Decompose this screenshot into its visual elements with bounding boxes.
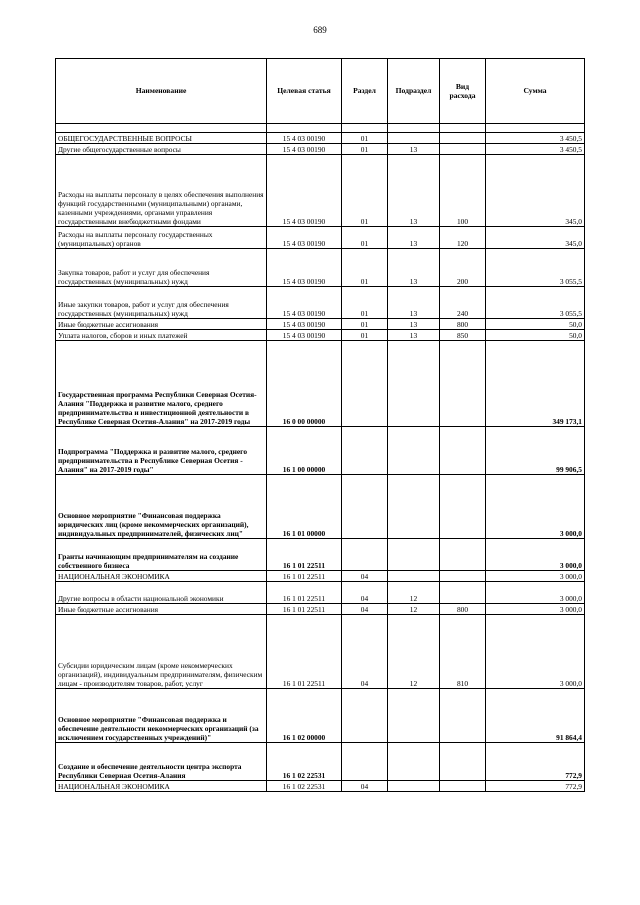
cell-sum: 349 173,1: [486, 341, 585, 427]
table-row: [56, 571, 585, 582]
cell-section: 04: [342, 571, 388, 582]
cell-kind: 100: [440, 155, 486, 227]
cell-subsection: [388, 475, 440, 539]
cell-kind: [440, 571, 486, 582]
cell-subsection: [388, 743, 440, 781]
cell-kind: [440, 341, 486, 427]
cell-sum: 3 000,0: [486, 539, 585, 571]
cell-kind: 850: [440, 330, 486, 341]
cell-name: Основное мероприятие "Финансовая поддержка и обеспечение деятельности некоммерческих организаций (за исключением государственных учреждений)": [56, 689, 267, 743]
table-row: [56, 475, 585, 539]
cell-target: 16 1 02 22531: [267, 743, 342, 781]
cell-target: 16 1 01 22511: [267, 571, 342, 582]
cell-sum: 3 000,0: [486, 604, 585, 615]
cell-section: 04: [342, 582, 388, 604]
cell-target: 16 1 01 22511: [267, 582, 342, 604]
budget-table: [55, 58, 585, 792]
cell-target: 16 1 01 22511: [267, 615, 342, 689]
cell-name: Иные бюджетные ассигнования: [56, 319, 267, 330]
cell-name: Закупка товаров, работ и услуг для обеспечения государственных (муниципальных) нужд: [56, 249, 267, 287]
table-header-row: [56, 59, 585, 124]
cell-sum: 3 000,0: [486, 571, 585, 582]
header-target: Целевая статья: [267, 59, 342, 124]
cell-name: Другие вопросы в области национальной экономики: [56, 582, 267, 604]
cell-sum: 50,0: [486, 330, 585, 341]
cell-section: [342, 475, 388, 539]
table-row: [56, 341, 585, 427]
cell-target: 16 1 01 00000: [267, 475, 342, 539]
page-number: 689: [313, 25, 327, 35]
cell-name: Подпрограмма "Поддержка и развитие малого, среднего предпринимательства в Республике Северная Осетия - Алания" на 2017-2019 годы": [56, 427, 267, 475]
cell-kind: [440, 582, 486, 604]
cell-sum: 3 450,5: [486, 144, 585, 155]
cell-section: 01: [342, 319, 388, 330]
cell-sum: 345,0: [486, 155, 585, 227]
cell-target: 16 0 00 00000: [267, 341, 342, 427]
cell-kind: [440, 743, 486, 781]
cell-subsection: [388, 781, 440, 792]
cell-sum: 3 055,5: [486, 287, 585, 319]
cell-kind: 800: [440, 604, 486, 615]
cell-target: 15 4 03 00190: [267, 249, 342, 287]
table-row: [56, 319, 585, 330]
table-row: [56, 539, 585, 571]
cell-kind: 810: [440, 615, 486, 689]
table-row: [56, 615, 585, 689]
cell-subsection: 12: [388, 615, 440, 689]
cell-subsection: 12: [388, 604, 440, 615]
cell-name: Расходы на выплаты персоналу в целях обеспечения выполнения функций государственными (муниципальными) органами, казенными учреждениями, органами управления государственными внебюджетными фондами: [56, 155, 267, 227]
cell-target: 15 4 03 00190: [267, 330, 342, 341]
cell-kind: [440, 539, 486, 571]
cell-section: 04: [342, 604, 388, 615]
cell-name: Другие общегосударственные вопросы: [56, 144, 267, 155]
cell-kind: [440, 781, 486, 792]
cell-name: Расходы на выплаты персоналу государственных (муниципальных) органов: [56, 227, 267, 249]
cell-name: Субсидии юридическим лицам (кроме некоммерческих организаций), индивидуальным предпринимателям, физическим лицам - производителям товаров, работ, услуг: [56, 615, 267, 689]
table-row: [56, 689, 585, 743]
cell-target: 16 1 02 22531: [267, 781, 342, 792]
cell-section: [342, 689, 388, 743]
table-row: [56, 743, 585, 781]
table-row: [56, 249, 585, 287]
cell-name: Основное мероприятие "Финансовая поддержка юридических лиц (кроме некоммерческих организаций), индивидуальных предпринимателей, физических лиц": [56, 475, 267, 539]
table-row: [56, 227, 585, 249]
cell-section: 04: [342, 781, 388, 792]
cell-target: 15 4 03 00190: [267, 133, 342, 144]
cell-subsection: [388, 133, 440, 144]
cell-name: Иные закупки товаров, работ и услуг для обеспечения государственных (муниципальных) нужд: [56, 287, 267, 319]
cell-section: 01: [342, 133, 388, 144]
cell-kind: [440, 689, 486, 743]
cell-subsection: 13: [388, 287, 440, 319]
cell-subsection: [388, 341, 440, 427]
cell-sum: 50,0: [486, 319, 585, 330]
cell-subsection: [388, 427, 440, 475]
cell-section: 01: [342, 287, 388, 319]
cell-target: 16 1 01 22511: [267, 604, 342, 615]
table-row: [56, 427, 585, 475]
cell-sum: 772,9: [486, 743, 585, 781]
cell-kind: [440, 144, 486, 155]
cell-kind: 200: [440, 249, 486, 287]
cell-section: [342, 341, 388, 427]
cell-subsection: 13: [388, 330, 440, 341]
cell-target: 15 4 03 00190: [267, 155, 342, 227]
cell-section: [342, 427, 388, 475]
header-sum: Сумма: [486, 59, 585, 124]
cell-sum: 3 000,0: [486, 475, 585, 539]
cell-target: 16 1 00 00000: [267, 427, 342, 475]
cell-kind: 120: [440, 227, 486, 249]
cell-section: [342, 743, 388, 781]
table-row: [56, 155, 585, 227]
table-body: [56, 124, 585, 792]
table-row: [56, 287, 585, 319]
cell-name: НАЦИОНАЛЬНАЯ ЭКОНОМИКА: [56, 571, 267, 582]
cell-name: Создание и обеспечение деятельности центра экспорта Республики Северная Осетия-Алания: [56, 743, 267, 781]
cell-name: Уплата налогов, сборов и иных платежей: [56, 330, 267, 341]
cell-kind: 240: [440, 287, 486, 319]
cell-kind: [440, 427, 486, 475]
header-subsection: Подраздел: [388, 59, 440, 124]
cell-subsection: [388, 539, 440, 571]
table-row: [56, 604, 585, 615]
cell-target: 15 4 03 00190: [267, 319, 342, 330]
header-section: Раздел: [342, 59, 388, 124]
cell-subsection: 13: [388, 319, 440, 330]
cell-target: 15 4 03 00190: [267, 287, 342, 319]
cell-sum: 99 906,5: [486, 427, 585, 475]
cell-target: 15 4 03 00190: [267, 144, 342, 155]
cell-name: Государственная программа Республики Северная Осетия-Алания "Поддержка и развитие малого, среднего предпринимательства и инвестиционной деятельности в Республике Северная Осетия-Алания" на 2017-2019 годы: [56, 341, 267, 427]
cell-target: 15 4 03 00190: [267, 227, 342, 249]
cell-section: 01: [342, 155, 388, 227]
cell-sum: 772,9: [486, 781, 585, 792]
table-row: [56, 144, 585, 155]
cell-subsection: 13: [388, 249, 440, 287]
cell-sum: 3 000,0: [486, 615, 585, 689]
cell-subsection: [388, 571, 440, 582]
header-gap: [56, 124, 585, 133]
table-row: [56, 330, 585, 341]
header-name: Наименование: [56, 59, 267, 124]
cell-section: 01: [342, 227, 388, 249]
cell-sum: 345,0: [486, 227, 585, 249]
table-row: [56, 582, 585, 604]
cell-subsection: 13: [388, 227, 440, 249]
cell-subsection: 13: [388, 144, 440, 155]
cell-target: 16 1 02 00000: [267, 689, 342, 743]
cell-kind: [440, 475, 486, 539]
cell-subsection: 13: [388, 155, 440, 227]
cell-name: Гранты начинающим предпринимателям на создание собственного бизнеса: [56, 539, 267, 571]
cell-sum: 3 000,0: [486, 582, 585, 604]
cell-kind: 800: [440, 319, 486, 330]
cell-sum: 3 055,5: [486, 249, 585, 287]
cell-section: [342, 539, 388, 571]
cell-sum: 91 864,4: [486, 689, 585, 743]
table-row: [56, 781, 585, 792]
cell-subsection: 12: [388, 582, 440, 604]
header-kind: Вид расхода: [440, 59, 486, 124]
cell-section: 01: [342, 249, 388, 287]
cell-name: НАЦИОНАЛЬНАЯ ЭКОНОМИКА: [56, 781, 267, 792]
cell-name: Иные бюджетные ассигнования: [56, 604, 267, 615]
cell-name: ОБЩЕГОСУДАРСТВЕННЫЕ ВОПРОСЫ: [56, 133, 267, 144]
cell-section: 01: [342, 330, 388, 341]
cell-sum: 3 450,5: [486, 133, 585, 144]
cell-kind: [440, 133, 486, 144]
cell-subsection: [388, 689, 440, 743]
cell-section: 01: [342, 144, 388, 155]
cell-section: 04: [342, 615, 388, 689]
cell-target: 16 1 01 22511: [267, 539, 342, 571]
table-row: [56, 133, 585, 144]
